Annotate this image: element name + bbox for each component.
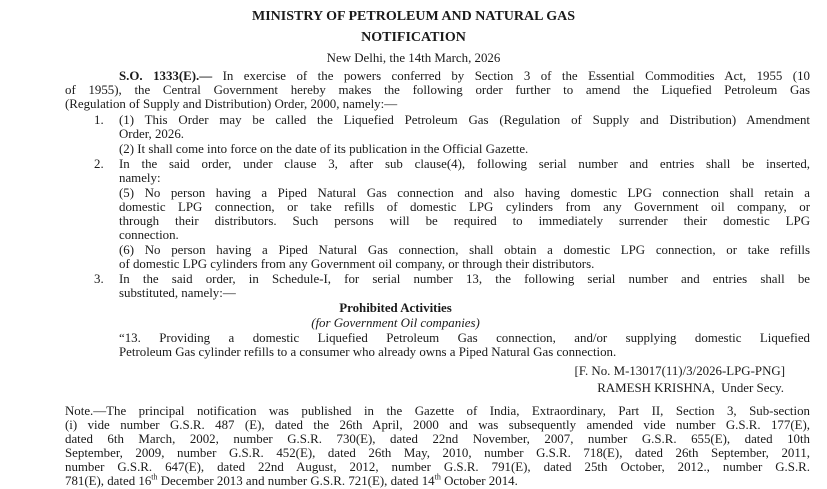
note-line-6-part-e: October 2014.	[440, 474, 518, 488]
notification-heading: NOTIFICATION	[361, 30, 466, 45]
preamble-line-2: of 1955), the Central Government hereby makes the following order further to amend the Liquefied Petroleum Gas	[65, 83, 810, 97]
schedule-entry-line-1: “13. Providing a domestic Liquefied Petroleum Gas connection, and/or supplying domestic Liquefied	[119, 331, 810, 345]
item-1-number: 1.	[94, 113, 104, 127]
preamble-text-1: In exercise of the powers conferred by Section 3 of the Essential Commodities Act, 1955 (10	[222, 69, 810, 83]
note-line-1: Note.—The principal notification was published in the Gazette of India, Extraordinary, Part II, Section 3, Sub-section	[65, 404, 810, 418]
item-2-line-3: (5) No person having a Piped Natural Gas connection and also having domestic LPG connection shall retain a	[119, 186, 810, 200]
note-line-6-part-c: December 2013 and number G.S.R. 721(E), dated 14	[157, 474, 435, 488]
note-line-4: September, 2009, number G.S.R. 452(E), dated 26th May, 2010, number G.S.R. 718(E), dated 26th September, 2011,	[65, 446, 810, 460]
item-2-line-5: through their distributors. Such persons will be required to immediately surrender their domestic LPG	[119, 214, 810, 228]
item-1-line-3: (2) It shall come into force on the date of its publication in the Official Gazette.	[119, 142, 529, 156]
item-1-line-2: Order, 2026.	[119, 127, 184, 141]
ministry-title: MINISTRY OF PETROLEUM AND NATURAL GAS	[252, 9, 575, 24]
item-2-line-7: (6) No person having a Piped Natural Gas connection, shall obtain a domestic LPG connection, or take refills	[119, 243, 810, 257]
item-2-line-8: of domestic LPG cylinders from any Government oil company, or through their distributors.	[119, 257, 595, 271]
item-3-number: 3.	[94, 272, 104, 286]
note-line-2: (i) vide number G.S.R. 487 (E), dated the 26th April, 2000 and was subsequently amended vide number G.S.R. 177(E),	[65, 418, 810, 432]
note-line-6	[65, 474, 518, 489]
preamble-line-3: (Regulation of Supply and Distribution) Order, 2000, namely:—	[65, 97, 398, 111]
item-2-line-6: connection.	[119, 228, 179, 242]
note-line-5: number G.S.R. 647(E), dated 22nd August, 2012, number G.S.R. 791(E), dated 25th October, 2012., number G.S.R.	[65, 460, 810, 474]
file-number: [F. No. M-13017(11)/3/2026-LPG-PNG]	[574, 364, 785, 378]
schedule-subheading: (for Government Oil companies)	[311, 316, 480, 330]
so-number: S.O. 1333(E).—	[119, 69, 213, 83]
note-line-6-part-a: 781(E), dated 16	[65, 474, 152, 488]
item-2-number: 2.	[94, 157, 104, 171]
item-2-line-2: namely:	[119, 171, 161, 185]
item-3-line-2: substituted, namely:—	[119, 286, 236, 300]
item-2-line-4: domestic LPG connection, or take refills of domestic LPG cylinders from any Government oil company, or	[119, 200, 810, 214]
note-sup-1: th	[151, 472, 158, 482]
preamble-line-1	[119, 69, 810, 84]
place-date: New Delhi, the 14th March, 2026	[326, 51, 501, 65]
item-2-line-1: In the said order, under clause 3, after sub clause(4), following serial number and entries shall be inserted,	[119, 157, 810, 171]
schedule-heading: Prohibited Activities	[339, 301, 452, 315]
signatory: RAMESH KRISHNA, Under Secy.	[597, 381, 784, 395]
item-3-line-1: In the said order, in Schedule-I, for serial number 13, the following serial number and entries shall be	[119, 272, 810, 286]
schedule-entry-line-2: Petroleum Gas cylinder refills to a consumer who already owns a Piped Natural Gas connection.	[119, 345, 617, 359]
item-1-line-1: (1) This Order may be called the Liquefied Petroleum Gas (Regulation of Supply and Distribution) Amendment	[119, 113, 810, 127]
note-sup-2: th	[434, 472, 441, 482]
note-line-3: dated 6th March, 2002, number G.S.R. 730(E), dated 22nd November, 2007, number G.S.R. 655(E), dated 10th	[65, 432, 810, 446]
